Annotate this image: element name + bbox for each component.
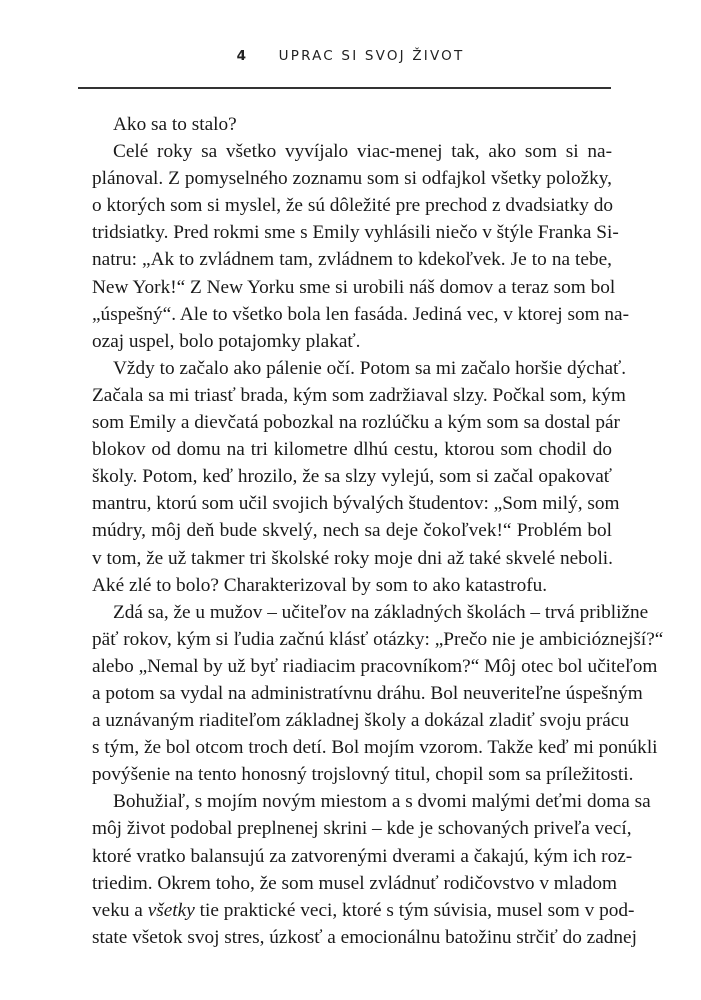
text-line: Začala sa mi triasť brada, kým som zadržiaval slzy. Počkal som, kým bbox=[92, 384, 626, 406]
text-segment: tie praktické veci, ktoré s tým súvisia, musel som v pod- bbox=[194, 899, 635, 921]
text-line: s tým, že bol otcom troch detí. Bol mojím vzorom. Takže keď mi ponúkli bbox=[92, 737, 658, 759]
text-line: môj život podobal preplnenej skrini – kde je schovaných priveľa vecí, bbox=[92, 818, 632, 840]
text-line: alebo „Nemal by už byť riadiacim pracovníkom?“ Môj otec bol učiteľom bbox=[92, 655, 658, 677]
text-line: ozaj uspel, bolo potajomky plakať. bbox=[92, 330, 361, 352]
running-header bbox=[0, 48, 701, 64]
text-line: triedim. Okrem toho, že som musel zvládnuť rodičovstvo v mladom bbox=[92, 872, 617, 894]
text-line: „úspešný“. Ale to všetko bola len fasáda. Jediná vec, v ktorej som na- bbox=[92, 303, 630, 325]
text-line: natru: „Ak to zvládnem tam, zvládnem to kdekoľvek. Je to na tebe, bbox=[92, 249, 612, 271]
text-line: mantru, ktorú som učil svojich bývalých študentov: „Som milý, som bbox=[92, 493, 620, 515]
text-line: plánoval. Z pomyselného zoznamu som si odfajkol všetky položky, bbox=[92, 168, 612, 190]
header-rule bbox=[78, 87, 611, 89]
text-line: múdry, môj deň bude skvelý, nech sa deje čokoľvek!“ Problém bol bbox=[92, 520, 612, 542]
text-line: state všetok svoj stres, úzkosť a emocionálnu batožinu strčiť do zadnej bbox=[92, 926, 637, 948]
text-line: Ako sa to stalo? bbox=[113, 114, 237, 135]
text-line: New York!“ Z New Yorku sme si urobili náš domov a teraz som bol bbox=[92, 276, 616, 298]
text-line: blokov od domu na tri kilometre dlhú cestu, ktorou som chodil do bbox=[92, 439, 612, 461]
emphasis: všetky bbox=[147, 899, 195, 921]
text-line: o ktorých som si myslel, že sú dôležité pre prechod z dvadsiatky do bbox=[92, 195, 613, 217]
text-line: a uznávaným riaditeľom základnej školy a dokázal zladiť svoju prácu bbox=[92, 710, 630, 732]
text-line: päť rokov, kým si ľudia začnú klásť otázky: „Prečo nie je ambicióznejší?“ bbox=[92, 628, 664, 650]
text-line: školy. Potom, keď hrozilo, že sa slzy vylejú, som si začal opakovať bbox=[92, 466, 612, 488]
text-line: Vždy to začalo ako pálenie očí. Potom sa mi začalo horšie dýchať. bbox=[113, 357, 627, 379]
body-text bbox=[92, 111, 664, 951]
text-line: tridsiatky. Pred rokmi sme s Emily vyhlásili niečo v štýle Franka Si- bbox=[92, 222, 619, 244]
text-line: som Emily a dievčatá pobozkal na rozlúčku a kým som sa dostal pár bbox=[92, 412, 620, 434]
text-segment: veku a bbox=[92, 899, 148, 921]
text-line: Zdá sa, že u mužov – učiteľov na základných školách – trvá približne bbox=[113, 601, 649, 623]
text-line: Aké zlé to bolo? Charakterizoval by som to ako katastrofu. bbox=[92, 574, 548, 596]
text-line: a potom sa vydal na administratívnu dráhu. Bol neuveriteľne úspešným bbox=[92, 682, 643, 704]
text-line: v tom, že už takmer tri školské roky moje dni až také skvelé neboli. bbox=[92, 547, 613, 569]
text-line: Bohužiaľ, s mojím novým miestom a s dvomi malými deťmi doma sa bbox=[113, 791, 651, 813]
text-line bbox=[92, 897, 635, 924]
running-title: UPRAC SI SVOJ ŽIVOT bbox=[278, 48, 465, 64]
text-line: povýšenie na tento honosný trojslovný titul, chopil som sa príležitosti. bbox=[92, 764, 634, 786]
text-line: ktoré vratko balansujú za zatvorenými dverami a čakajú, kým ich roz- bbox=[92, 845, 633, 867]
page-number: 4 bbox=[236, 48, 249, 64]
text-line: Celé roky sa všetko vyvíjalo viac-menej tak, ako som si na- bbox=[113, 141, 612, 163]
